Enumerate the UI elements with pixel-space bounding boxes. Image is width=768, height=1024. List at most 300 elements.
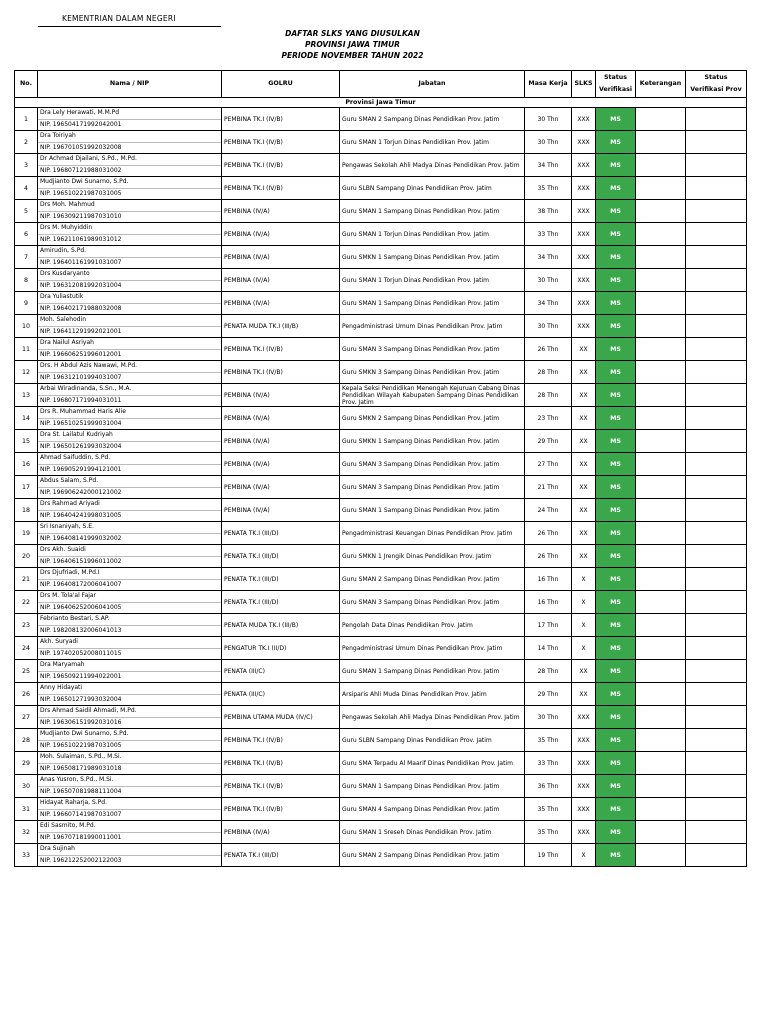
slks-cell: XXX bbox=[572, 315, 596, 338]
keterangan-cell bbox=[636, 798, 686, 821]
employee-name: Sri Isnaniyah, S.E. bbox=[38, 522, 221, 534]
jabatan-text: Guru SMKN 3 Sampang Dinas Pendidikan Prov. Jatim bbox=[342, 368, 500, 376]
status-verifikasi-badge: MS bbox=[596, 614, 636, 637]
keterangan-cell bbox=[636, 614, 686, 637]
keterangan-cell bbox=[636, 246, 686, 269]
masa-kerja-cell: 30 Thn bbox=[525, 706, 572, 729]
table-row bbox=[15, 798, 747, 821]
keterangan-cell bbox=[636, 430, 686, 453]
jabatan-cell bbox=[340, 798, 525, 821]
title-line-3: PERIODE NOVEMBER TAHUN 2022 bbox=[281, 51, 424, 60]
keterangan-cell bbox=[636, 545, 686, 568]
slks-cell: XXX bbox=[572, 269, 596, 292]
jabatan-text: Guru SMAN 3 Sampang Dinas Pendidikan Prov. Jatim bbox=[342, 598, 500, 606]
row-number: 24 bbox=[15, 637, 38, 660]
row-number: 14 bbox=[15, 407, 38, 430]
slks-cell: XXX bbox=[572, 131, 596, 154]
employee-name: Dra St. Lailatul Kudriyah bbox=[38, 430, 221, 442]
name-nip-cell bbox=[38, 154, 222, 177]
col-header-golru: GOLRU bbox=[222, 71, 340, 98]
row-number: 29 bbox=[15, 752, 38, 775]
golru-cell: PEMBINA (IV/A) bbox=[222, 384, 340, 407]
row-number: 25 bbox=[15, 660, 38, 683]
employee-nip: NIP. 196607141987031007 bbox=[40, 810, 122, 818]
jabatan-text: Guru SMAN 1 Sampang Dinas Pendidikan Prov. Jatim bbox=[342, 506, 500, 514]
keterangan-cell bbox=[636, 775, 686, 798]
keterangan-cell bbox=[636, 361, 686, 384]
status-prov-cell bbox=[686, 154, 747, 177]
name-nip-cell bbox=[38, 568, 222, 591]
golru-cell: PEMBINA TK.I (IV/B) bbox=[222, 154, 340, 177]
employee-nip: NIP. 196906242000121002 bbox=[40, 488, 122, 496]
table-row bbox=[15, 177, 747, 200]
employee-nip: NIP. 196510221987031005 bbox=[40, 189, 122, 197]
masa-kerja-cell: 34 Thn bbox=[525, 154, 572, 177]
row-number: 27 bbox=[15, 706, 38, 729]
table-row bbox=[15, 453, 747, 476]
status-verifikasi-badge: MS bbox=[596, 775, 636, 798]
name-nip-cell bbox=[38, 476, 222, 499]
table-row bbox=[15, 315, 747, 338]
employee-nip: NIP. 196501271993032004 bbox=[40, 695, 122, 703]
table-row bbox=[15, 476, 747, 499]
status-verifikasi-badge: MS bbox=[596, 315, 636, 338]
jabatan-text: Guru SMAN 1 Torjun Dinas Pendidikan Prov. Jatim bbox=[342, 138, 489, 146]
employee-nip: NIP. 196510221987031005 bbox=[40, 741, 122, 749]
status-verifikasi-badge: MS bbox=[596, 407, 636, 430]
table-row bbox=[15, 223, 747, 246]
table-row bbox=[15, 269, 747, 292]
row-number: 20 bbox=[15, 545, 38, 568]
masa-kerja-cell: 29 Thn bbox=[525, 683, 572, 706]
keterangan-cell bbox=[636, 108, 686, 131]
jabatan-text: Guru SMA Terpadu Al Maarif Dinas Pendidikan Prov. Jatim bbox=[342, 759, 513, 767]
jabatan-text: Guru SMAN 2 Sampang Dinas Pendidikan Prov. Jatim bbox=[342, 851, 500, 859]
masa-kerja-cell: 35 Thn bbox=[525, 798, 572, 821]
jabatan-text: Pengolah Data Dinas Pendidikan Prov. Jatim bbox=[342, 621, 473, 629]
row-number: 26 bbox=[15, 683, 38, 706]
masa-kerja-cell: 26 Thn bbox=[525, 522, 572, 545]
jabatan-cell bbox=[340, 315, 525, 338]
keterangan-cell bbox=[636, 177, 686, 200]
name-nip-cell bbox=[38, 384, 222, 407]
keterangan-cell bbox=[636, 476, 686, 499]
slks-cell: XX bbox=[572, 683, 596, 706]
col-header-jabatan: Jabatan bbox=[340, 71, 525, 98]
slks-cell: XX bbox=[572, 453, 596, 476]
employee-name: Drs Akh. Suaidi bbox=[38, 545, 221, 557]
jabatan-text: Guru SMAN 1 Sampang Dinas Pendidikan Prov. Jatim bbox=[342, 207, 500, 215]
row-number: 11 bbox=[15, 338, 38, 361]
status-prov-cell bbox=[686, 476, 747, 499]
row-number: 8 bbox=[15, 269, 38, 292]
employee-nip: NIP. 196408172006041007 bbox=[40, 580, 122, 588]
jabatan-text: Pengawas Sekolah Ahli Madya Dinas Pendidikan Prov. Jatim bbox=[342, 161, 520, 169]
status-verifikasi-badge: MS bbox=[596, 108, 636, 131]
golru-cell: PENATA (III/C) bbox=[222, 683, 340, 706]
row-number: 32 bbox=[15, 821, 38, 844]
name-nip-cell bbox=[38, 407, 222, 430]
slks-cell: XXX bbox=[572, 246, 596, 269]
masa-kerja-cell: 33 Thn bbox=[525, 223, 572, 246]
name-nip-cell bbox=[38, 660, 222, 683]
name-nip-cell bbox=[38, 200, 222, 223]
masa-kerja-cell: 14 Thn bbox=[525, 637, 572, 660]
status-verifikasi-badge: MS bbox=[596, 292, 636, 315]
masa-kerja-cell: 16 Thn bbox=[525, 591, 572, 614]
col-header-masa-kerja: Masa Kerja bbox=[525, 71, 572, 98]
status-verifikasi-badge: MS bbox=[596, 499, 636, 522]
col-header-status-prov-line2: Verifikasi Prov bbox=[690, 86, 742, 93]
status-prov-cell bbox=[686, 499, 747, 522]
golru-cell: PENATA TK.I (III/D) bbox=[222, 844, 340, 867]
table-row bbox=[15, 568, 747, 591]
employee-nip: NIP. 196211061989031012 bbox=[40, 235, 122, 243]
jabatan-text: Guru SMKN 2 Sampang Dinas Pendidikan Prov. Jatim bbox=[342, 414, 500, 422]
jabatan-text: Guru SMAN 1 Torjun Dinas Pendidikan Prov. Jatim bbox=[342, 276, 489, 284]
golru-cell: PEMBINA (IV/A) bbox=[222, 292, 340, 315]
masa-kerja-cell: 26 Thn bbox=[525, 545, 572, 568]
status-prov-cell bbox=[686, 177, 747, 200]
jabatan-cell bbox=[340, 522, 525, 545]
table-row bbox=[15, 200, 747, 223]
jabatan-cell bbox=[340, 591, 525, 614]
employee-name: Drs Rahmad Ariyadi bbox=[38, 499, 221, 511]
col-header-keterangan: Keterangan bbox=[636, 71, 686, 98]
keterangan-cell bbox=[636, 154, 686, 177]
row-number: 5 bbox=[15, 200, 38, 223]
employee-name: Dra Toiriyah bbox=[38, 131, 221, 143]
table-header-row bbox=[15, 71, 747, 98]
row-number: 9 bbox=[15, 292, 38, 315]
employee-nip: NIP. 196701051992032008 bbox=[40, 143, 122, 151]
employee-name: Anas Yusron, S.Pd., M.Si. bbox=[38, 775, 221, 787]
golru-cell: PENGATUR TK.I (II/D) bbox=[222, 637, 340, 660]
keterangan-cell bbox=[636, 660, 686, 683]
employee-name: Drs Moh. Mahmud bbox=[38, 200, 221, 212]
status-verifikasi-badge: MS bbox=[596, 131, 636, 154]
masa-kerja-cell: 26 Thn bbox=[525, 338, 572, 361]
status-prov-cell bbox=[686, 131, 747, 154]
row-number: 4 bbox=[15, 177, 38, 200]
slks-cell: XXX bbox=[572, 108, 596, 131]
masa-kerja-cell: 28 Thn bbox=[525, 660, 572, 683]
masa-kerja-cell: 28 Thn bbox=[525, 361, 572, 384]
golru-cell: PEMBINA TK.I (IV/B) bbox=[222, 361, 340, 384]
table-row bbox=[15, 131, 747, 154]
name-nip-cell bbox=[38, 338, 222, 361]
masa-kerja-cell: 29 Thn bbox=[525, 430, 572, 453]
status-prov-cell bbox=[686, 821, 747, 844]
jabatan-text: Pengawas Sekolah Ahli Madya Dinas Pendidikan Prov. Jatim bbox=[342, 713, 520, 721]
title-line-2: PROVINSI JAWA TIMUR bbox=[305, 40, 400, 49]
table-row bbox=[15, 384, 747, 407]
slks-cell: X bbox=[572, 568, 596, 591]
employee-nip: NIP. 196509211994022001 bbox=[40, 672, 122, 680]
status-verifikasi-badge: MS bbox=[596, 752, 636, 775]
status-prov-cell bbox=[686, 844, 747, 867]
name-nip-cell bbox=[38, 821, 222, 844]
status-verifikasi-badge: MS bbox=[596, 798, 636, 821]
table-row bbox=[15, 407, 747, 430]
employee-nip: NIP. 196411291992021001 bbox=[40, 327, 122, 335]
status-prov-cell bbox=[686, 384, 747, 407]
name-nip-cell bbox=[38, 453, 222, 476]
employee-name: Drs M. Muhyiddin bbox=[38, 223, 221, 235]
jabatan-text: Guru SMAN 3 Sampang Dinas Pendidikan Prov. Jatim bbox=[342, 345, 500, 353]
status-prov-cell bbox=[686, 706, 747, 729]
table-row bbox=[15, 361, 747, 384]
jabatan-cell bbox=[340, 844, 525, 867]
golru-cell: PEMBINA (IV/A) bbox=[222, 821, 340, 844]
status-prov-cell bbox=[686, 591, 747, 614]
jabatan-cell bbox=[340, 154, 525, 177]
golru-cell: PENATA MUDA TK.I (III/B) bbox=[222, 614, 340, 637]
status-prov-cell bbox=[686, 545, 747, 568]
group-label: Provinsi Jawa Timur bbox=[15, 98, 747, 108]
keterangan-cell bbox=[636, 453, 686, 476]
jabatan-cell bbox=[340, 384, 525, 407]
jabatan-text: Guru SMAN 2 Sampang Dinas Pendidikan Prov. Jatim bbox=[342, 115, 500, 123]
table-row bbox=[15, 522, 747, 545]
employee-nip: NIP. 196309211987031010 bbox=[40, 212, 122, 220]
keterangan-cell bbox=[636, 729, 686, 752]
jabatan-cell bbox=[340, 499, 525, 522]
employee-name: Drs M. Tola'al Fajar bbox=[38, 591, 221, 603]
employee-name: Dra Yuliastutik bbox=[38, 292, 221, 304]
golru-cell: PENATA MUDA TK.I (III/B) bbox=[222, 315, 340, 338]
jabatan-cell bbox=[340, 545, 525, 568]
table-row bbox=[15, 246, 747, 269]
jabatan-text: Guru SLBN Sampang Dinas Pendidikan Prov. Jatim bbox=[342, 736, 492, 744]
jabatan-text: Arsiparis Ahli Muda Dinas Pendidikan Prov. Jatim bbox=[342, 690, 487, 698]
golru-cell: PEMBINA (IV/A) bbox=[222, 269, 340, 292]
employee-nip: NIP. 196406252006041005 bbox=[40, 603, 122, 611]
name-nip-cell bbox=[38, 844, 222, 867]
status-verifikasi-badge: MS bbox=[596, 154, 636, 177]
jabatan-cell bbox=[340, 200, 525, 223]
golru-cell: PEMBINA (IV/A) bbox=[222, 430, 340, 453]
table-row bbox=[15, 706, 747, 729]
masa-kerja-cell: 30 Thn bbox=[525, 315, 572, 338]
jabatan-text: Guru SMKN 1 Sampang Dinas Pendidikan Prov. Jatim bbox=[342, 437, 500, 445]
name-nip-cell bbox=[38, 292, 222, 315]
table-row bbox=[15, 499, 747, 522]
employee-name: Dra Maryamah bbox=[38, 660, 221, 672]
employee-name: Edi Sasmito, M.Pd. bbox=[38, 821, 221, 833]
slks-cell: X bbox=[572, 844, 596, 867]
status-prov-cell bbox=[686, 683, 747, 706]
table-row bbox=[15, 660, 747, 683]
employee-nip: NIP. 196312081992031004 bbox=[40, 281, 122, 289]
jabatan-text: Guru SMKN 1 Jrengik Dinas Pendidikan Prov. Jatim bbox=[342, 552, 492, 560]
slks-cell: XX bbox=[572, 660, 596, 683]
name-nip-cell bbox=[38, 637, 222, 660]
status-verifikasi-badge: MS bbox=[596, 637, 636, 660]
keterangan-cell bbox=[636, 200, 686, 223]
golru-cell: PEMBINA TK.I (IV/B) bbox=[222, 752, 340, 775]
employee-nip: NIP. 196508171989031018 bbox=[40, 764, 122, 772]
jabatan-text: Guru SLBN Sampang Dinas Pendidikan Prov. Jatim bbox=[342, 184, 492, 192]
employee-name: Drs R. Muhammad Haris Alie bbox=[38, 407, 221, 419]
golru-cell: PEMBINA (IV/A) bbox=[222, 407, 340, 430]
name-nip-cell bbox=[38, 223, 222, 246]
status-verifikasi-badge: MS bbox=[596, 384, 636, 407]
status-prov-cell bbox=[686, 200, 747, 223]
name-nip-cell bbox=[38, 706, 222, 729]
slks-cell: XXX bbox=[572, 154, 596, 177]
status-prov-cell bbox=[686, 108, 747, 131]
table-row bbox=[15, 545, 747, 568]
slks-cell: XXX bbox=[572, 292, 596, 315]
jabatan-text: Guru SMAN 1 Sreseh Dinas Pendidikan Prov. Jatim bbox=[342, 828, 492, 836]
row-number: 23 bbox=[15, 614, 38, 637]
table-row bbox=[15, 591, 747, 614]
jabatan-text: Guru SMKN 1 Sampang Dinas Pendidikan Prov. Jatim bbox=[342, 253, 500, 261]
employee-name: Mudjianto Dwi Sunarno, S.Pd. bbox=[38, 729, 221, 741]
status-verifikasi-badge: MS bbox=[596, 361, 636, 384]
status-prov-cell bbox=[686, 292, 747, 315]
status-verifikasi-badge: MS bbox=[596, 476, 636, 499]
employee-nip: NIP. 196606251996012001 bbox=[40, 350, 122, 358]
golru-cell: PEMBINA (IV/A) bbox=[222, 476, 340, 499]
status-verifikasi-badge: MS bbox=[596, 660, 636, 683]
masa-kerja-cell: 33 Thn bbox=[525, 752, 572, 775]
masa-kerja-cell: 30 Thn bbox=[525, 269, 572, 292]
status-prov-cell bbox=[686, 568, 747, 591]
employee-nip: NIP. 196807171994031011 bbox=[40, 396, 122, 404]
employee-name: Dra Nailul Asriyah bbox=[38, 338, 221, 350]
employee-nip: NIP. 196404241998031005 bbox=[40, 511, 122, 519]
jabatan-cell bbox=[340, 269, 525, 292]
employee-name: Dra Sujinah bbox=[38, 844, 221, 856]
golru-cell: PEMBINA TK.I (IV/B) bbox=[222, 338, 340, 361]
masa-kerja-cell: 23 Thn bbox=[525, 407, 572, 430]
col-header-status-verifikasi-line1: Status bbox=[603, 74, 628, 81]
golru-cell: PEMBINA TK.I (IV/B) bbox=[222, 108, 340, 131]
masa-kerja-cell: 35 Thn bbox=[525, 821, 572, 844]
slks-cell: XX bbox=[572, 522, 596, 545]
keterangan-cell bbox=[636, 568, 686, 591]
slks-cell: XXX bbox=[572, 821, 596, 844]
jabatan-text: Pengadministrasi Umum Dinas Pendidikan Prov. Jatim bbox=[342, 644, 503, 652]
row-number: 21 bbox=[15, 568, 38, 591]
slks-cell: X bbox=[572, 591, 596, 614]
keterangan-cell bbox=[636, 522, 686, 545]
name-nip-cell bbox=[38, 683, 222, 706]
jabatan-cell bbox=[340, 821, 525, 844]
jabatan-cell bbox=[340, 453, 525, 476]
jabatan-text: Kepala Seksi Pendidikan Menengah Kejuruan Cabang Dinas Pendidikan Wilayah Kabupaten Sampang Dinas Pendidikan Prov. Jatim bbox=[342, 384, 520, 406]
name-nip-cell bbox=[38, 798, 222, 821]
row-number: 17 bbox=[15, 476, 38, 499]
table-row bbox=[15, 154, 747, 177]
slks-cell: XXX bbox=[572, 200, 596, 223]
status-prov-cell bbox=[686, 660, 747, 683]
jabatan-cell bbox=[340, 683, 525, 706]
jabatan-cell bbox=[340, 476, 525, 499]
name-nip-cell bbox=[38, 177, 222, 200]
golru-cell: PEMBINA (IV/A) bbox=[222, 499, 340, 522]
status-verifikasi-badge: MS bbox=[596, 844, 636, 867]
status-prov-cell bbox=[686, 775, 747, 798]
jabatan-text: Guru SMAN 3 Sampang Dinas Pendidikan Prov. Jatim bbox=[342, 483, 500, 491]
golru-cell: PENATA (III/C) bbox=[222, 660, 340, 683]
row-number: 16 bbox=[15, 453, 38, 476]
employee-nip: NIP. 196504171992042001 bbox=[40, 120, 122, 128]
jabatan-cell bbox=[340, 223, 525, 246]
col-header-nama: Nama / NIP bbox=[38, 71, 222, 98]
golru-cell: PEMBINA TK.I (IV/B) bbox=[222, 775, 340, 798]
status-verifikasi-badge: MS bbox=[596, 269, 636, 292]
keterangan-cell bbox=[636, 683, 686, 706]
row-number: 31 bbox=[15, 798, 38, 821]
table-row bbox=[15, 683, 747, 706]
masa-kerja-cell: 27 Thn bbox=[525, 453, 572, 476]
keterangan-cell bbox=[636, 821, 686, 844]
employee-name: Abdus Salam, S.Pd. bbox=[38, 476, 221, 488]
name-nip-cell bbox=[38, 614, 222, 637]
status-verifikasi-badge: MS bbox=[596, 591, 636, 614]
employee-nip: NIP. 196707181990011001 bbox=[40, 833, 122, 841]
jabatan-cell bbox=[340, 706, 525, 729]
name-nip-cell bbox=[38, 315, 222, 338]
masa-kerja-cell: 17 Thn bbox=[525, 614, 572, 637]
jabatan-cell bbox=[340, 177, 525, 200]
table-row bbox=[15, 637, 747, 660]
group-row bbox=[15, 98, 747, 108]
row-number: 28 bbox=[15, 729, 38, 752]
jabatan-cell bbox=[340, 246, 525, 269]
slks-cell: XXX bbox=[572, 798, 596, 821]
golru-cell: PEMBINA (IV/A) bbox=[222, 223, 340, 246]
jabatan-cell bbox=[340, 430, 525, 453]
slks-table bbox=[14, 70, 747, 867]
employee-nip: NIP. 196402171988032008 bbox=[40, 304, 122, 312]
row-number: 22 bbox=[15, 591, 38, 614]
status-prov-cell bbox=[686, 407, 747, 430]
slks-cell: XX bbox=[572, 545, 596, 568]
masa-kerja-cell: 28 Thn bbox=[525, 384, 572, 407]
jabatan-text: Pengadministrasi Keuangan Dinas Pendidikan Prov. Jatim bbox=[342, 529, 513, 537]
status-prov-cell bbox=[686, 453, 747, 476]
table-row bbox=[15, 430, 747, 453]
row-number: 12 bbox=[15, 361, 38, 384]
row-number: 33 bbox=[15, 844, 38, 867]
employee-name: Akh. Suryadi bbox=[38, 637, 221, 649]
status-verifikasi-badge: MS bbox=[596, 246, 636, 269]
jabatan-cell bbox=[340, 660, 525, 683]
golru-cell: PENATA TK.I (III/D) bbox=[222, 545, 340, 568]
name-nip-cell bbox=[38, 108, 222, 131]
jabatan-cell bbox=[340, 131, 525, 154]
employee-nip: NIP. 196510251999031004 bbox=[40, 419, 122, 427]
employee-nip: NIP. 196905291994121001 bbox=[40, 465, 122, 473]
slks-cell: XX bbox=[572, 407, 596, 430]
employee-nip: NIP. 196401161991031007 bbox=[40, 258, 122, 266]
jabatan-cell bbox=[340, 775, 525, 798]
golru-cell: PEMBINA TK.I (IV/B) bbox=[222, 729, 340, 752]
name-nip-cell bbox=[38, 522, 222, 545]
status-verifikasi-badge: MS bbox=[596, 545, 636, 568]
jabatan-cell bbox=[340, 338, 525, 361]
row-number: 7 bbox=[15, 246, 38, 269]
keterangan-cell bbox=[636, 591, 686, 614]
masa-kerja-cell: 21 Thn bbox=[525, 476, 572, 499]
status-verifikasi-badge: MS bbox=[596, 453, 636, 476]
employee-name: Ahmad Saifuddin, S.Pd. bbox=[38, 453, 221, 465]
jabatan-text: Guru SMAN 1 Sampang Dinas Pendidikan Prov. Jatim bbox=[342, 667, 500, 675]
